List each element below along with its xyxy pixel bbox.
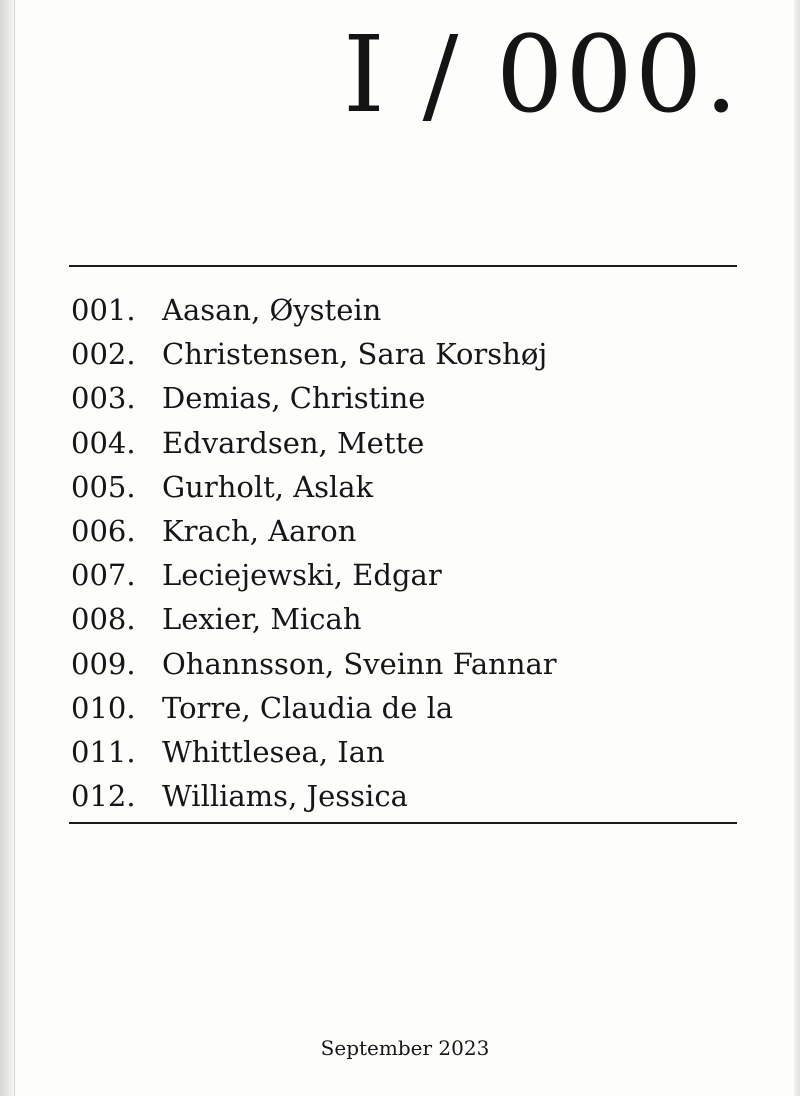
list-item (71, 774, 737, 818)
entry-name: Williams, Jessica (162, 779, 408, 814)
list-item (71, 376, 737, 420)
entry-number: 001. (71, 293, 136, 328)
list-item (71, 332, 737, 376)
cover-title: I / 000. (343, 13, 740, 136)
entry-number: 004. (71, 425, 136, 460)
list-item (71, 553, 737, 597)
entry-number: 012. (71, 779, 136, 814)
cover-right-edge (794, 0, 800, 1096)
entry-number: 009. (71, 646, 136, 681)
list-item (71, 730, 737, 774)
entry-name: Ohannsson, Sveinn Fannar (162, 646, 557, 681)
entry-number: 002. (71, 337, 136, 372)
entry-name: Leciejewski, Edgar (162, 558, 442, 593)
contributor-list (71, 288, 737, 818)
entry-name: Torre, Claudia de la (162, 690, 454, 725)
bottom-divider (69, 822, 737, 824)
entry-name: Lexier, Micah (162, 602, 362, 637)
entry-number: 007. (71, 558, 136, 593)
list-item (71, 465, 737, 509)
entry-number: 006. (71, 514, 136, 549)
entry-name: Aasan, Øystein (162, 293, 382, 328)
entry-name: Demias, Christine (162, 381, 426, 416)
list-item (71, 509, 737, 553)
entry-name: Edvardsen, Mette (162, 425, 425, 460)
entry-number: 008. (71, 602, 136, 637)
top-divider (69, 265, 737, 267)
list-item (71, 686, 737, 730)
publication-date: September 2023 (320, 1036, 490, 1060)
entry-number: 005. (71, 469, 136, 504)
entry-name: Christensen, Sara Korshøj (162, 337, 548, 372)
entry-name: Gurholt, Aslak (162, 469, 374, 504)
entry-number: 003. (71, 381, 136, 416)
cover-left-edge (0, 0, 14, 1096)
list-item (71, 597, 737, 641)
list-item (71, 288, 737, 332)
entry-name: Whittlesea, Ian (162, 734, 385, 769)
entry-name: Krach, Aaron (162, 514, 357, 549)
list-item (71, 421, 737, 465)
list-item (71, 642, 737, 686)
entry-number: 011. (71, 734, 136, 769)
entry-number: 010. (71, 690, 136, 725)
